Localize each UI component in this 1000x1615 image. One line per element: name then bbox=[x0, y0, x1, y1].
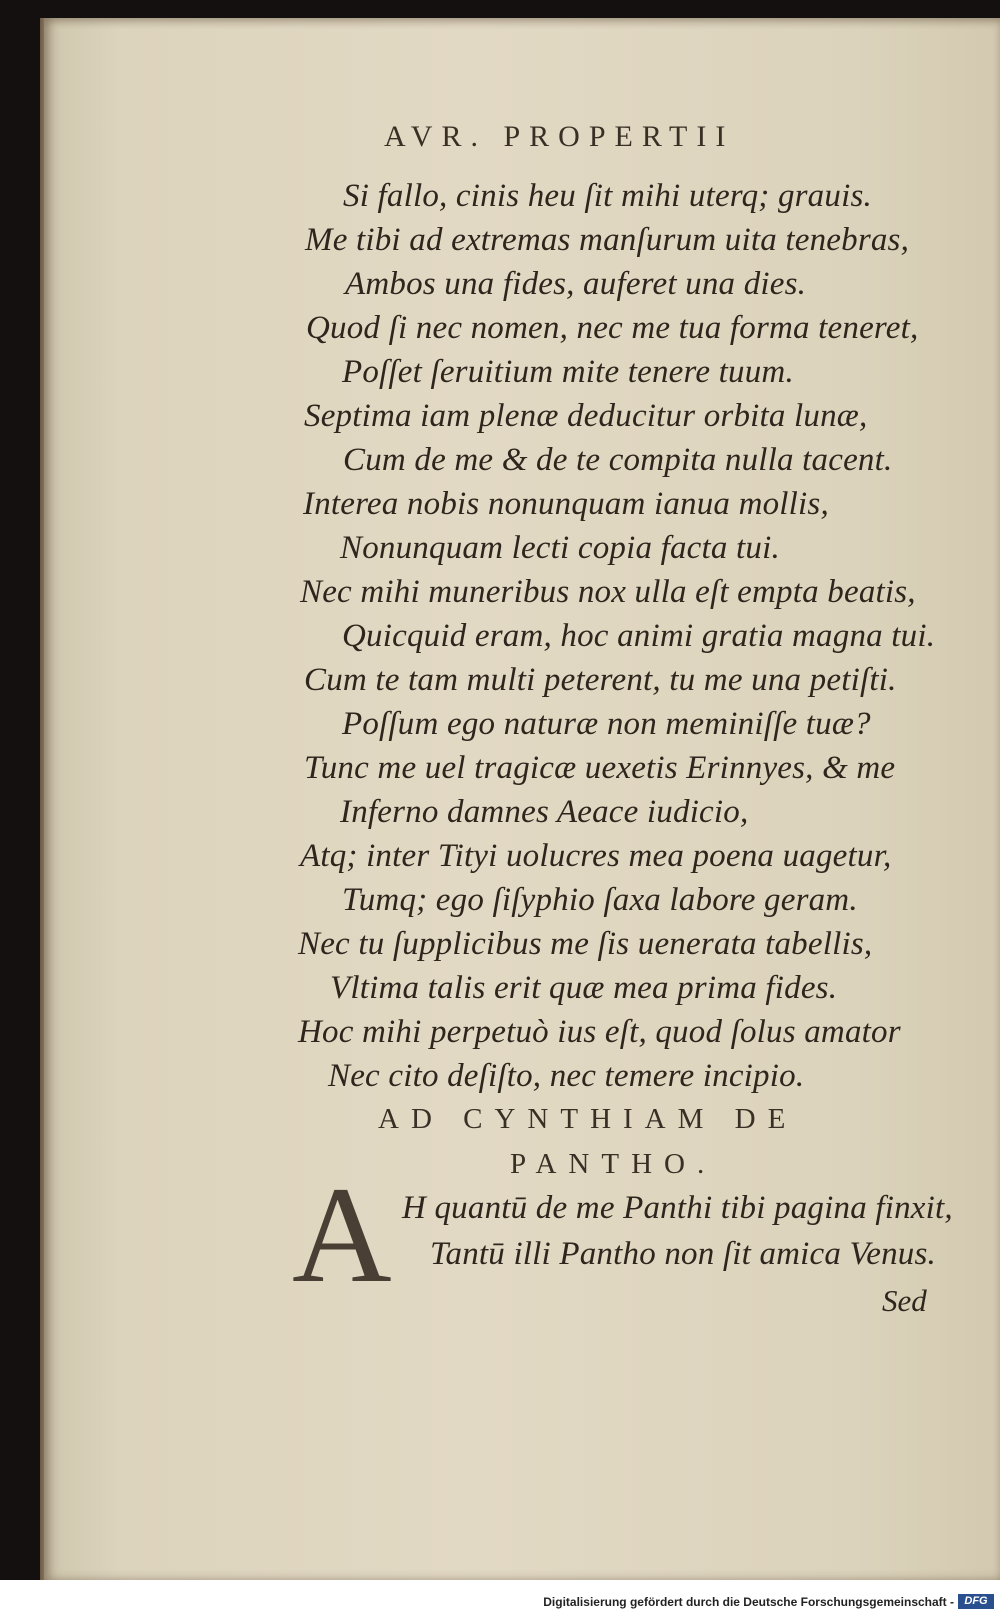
verse-line: Quod ſi nec nomen, nec me tua forma teneret, bbox=[306, 310, 919, 346]
verse-line: Me tibi ad extremas manſurum uita tenebras, bbox=[305, 222, 910, 258]
running-head: AVR. PROPERTII bbox=[384, 120, 735, 153]
verse-line: Vltima talis erit quæ mea prima fides. bbox=[330, 970, 838, 1006]
verse-line: Hoc mihi perpetuò ius eſt, quod ſolus amator bbox=[298, 1014, 901, 1050]
verse-line: Nec tu ſupplicibus me ſis uenerata tabellis, bbox=[298, 926, 873, 962]
verse-line: Interea nobis nonunquam ianua mollis, bbox=[303, 486, 829, 522]
poem-heading-line-1: AD CYNTHIAM DE bbox=[378, 1103, 798, 1135]
verse-line: Cum de me & de te compita nulla tacent. bbox=[343, 442, 893, 478]
verse-line: Ambos una fides, auferet una dies. bbox=[345, 266, 807, 302]
verse-line: Atq; inter Tityi uolucres mea poena uagetur, bbox=[300, 838, 892, 874]
verse-line: Cum te tam multi peterent, tu me una petiſti. bbox=[304, 662, 897, 698]
verse-line: Septima iam plenæ deducitur orbita lunæ, bbox=[304, 398, 868, 434]
verse-line: Si fallo, cinis heu ſit mihi uterq; grauis. bbox=[343, 178, 872, 214]
funding-notice: Digitalisierung gefördert durch die Deutsche Forschungsgemeinschaft - bbox=[543, 1595, 954, 1609]
catchword: Sed bbox=[882, 1283, 927, 1318]
verse-line: Tumq; ego ſiſyphio ſaxa labore geram. bbox=[342, 882, 858, 918]
verse-line: Nec cito deſiſto, nec temere incipio. bbox=[328, 1058, 805, 1094]
verse-line: Quicquid eram, hoc animi gratia magna tui. bbox=[342, 618, 936, 654]
elegy-line: Tantū illi Pantho non ſit amica Venus. bbox=[430, 1236, 936, 1272]
verse-line: Nec mihi muneribus nox ulla eſt empta beatis, bbox=[300, 574, 916, 610]
poem-heading-line-2: PANTHO. bbox=[510, 1148, 717, 1180]
verse-line: Poſſet ſeruitium mite tenere tuum. bbox=[342, 354, 794, 390]
verse-line: Nonunquam lecti copia facta tui. bbox=[340, 530, 780, 566]
drop-cap: A bbox=[292, 1158, 392, 1311]
dfg-logo: DFG bbox=[958, 1594, 994, 1609]
elegy-line: H quantū de me Panthi tibi pagina finxit, bbox=[402, 1190, 953, 1226]
verse-line: Inferno damnes Aeace iudicio, bbox=[340, 794, 749, 830]
verse-line: Tunc me uel tragicæ uexetis Erinnyes, & me bbox=[304, 750, 896, 786]
verse-line: Poſſum ego naturæ non meminiſſe tuæ? bbox=[342, 706, 871, 742]
